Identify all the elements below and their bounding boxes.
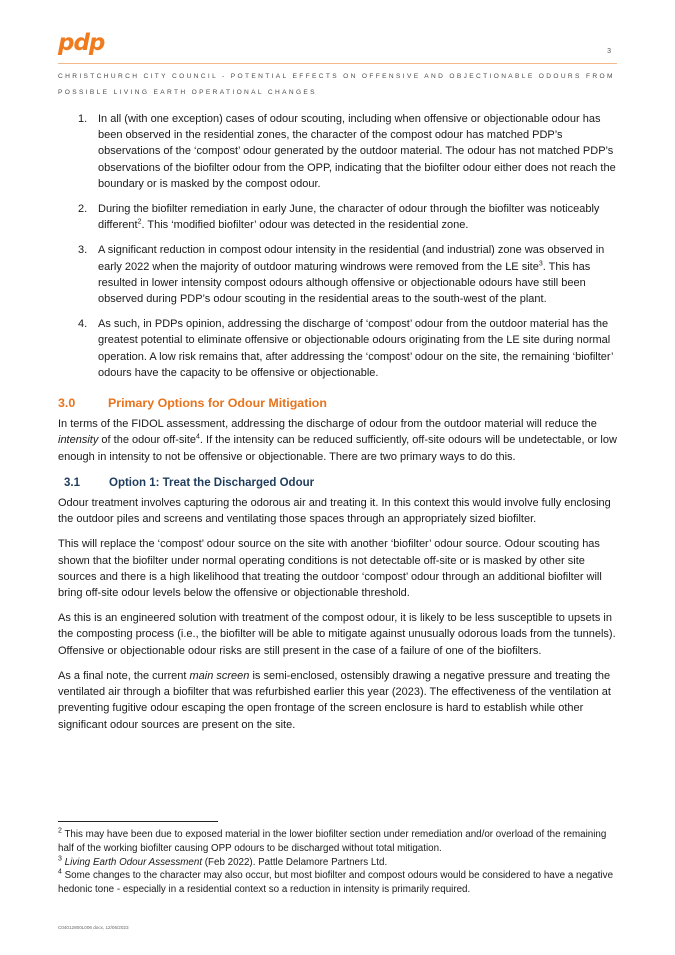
paragraph	[58, 668, 617, 733]
footnote	[58, 869, 618, 897]
running-header-title: CHRISTCHURCH CITY COUNCIL - POTENTIAL EFFECTS ON OFFENSIVE AND OBJECTIONABLE ODOURS FROM POSSIBLE LIVING EARTH OPERATIONAL CHANGES	[58, 73, 615, 96]
footnote-text: This may have been due to exposed material in the lower biofilter section under remediation and/or overload of the remaining half of the working biofilter causing OPP odours to be discharged without total mitigation.	[58, 829, 607, 854]
list-item-number: 2.	[78, 203, 88, 216]
footnote-ref: 3	[538, 259, 543, 267]
list-item	[58, 316, 617, 381]
paragraph-text: . If the intensity can be reduced sufficiently, off-site odours will be undetectable, or low enough in intensity to not be offensive or objectionable. There are two primary ways to do this.	[58, 434, 617, 463]
list-item-text-part: . This ‘modified biofilter’ odour was detected in the residential zone.	[141, 219, 469, 232]
list-item-text-part: During the biofilter remediation in early June, the character of odour through the biofilter was noticeably different	[98, 203, 600, 232]
list-item-text	[98, 201, 617, 233]
footnote-number: 3	[58, 855, 62, 863]
subsection-heading	[58, 475, 617, 491]
header-divider	[58, 63, 617, 64]
list-item-number: 4.	[78, 318, 88, 331]
footnote-number: 2	[58, 827, 62, 835]
emphasis-text: intensity	[58, 434, 99, 447]
footnote-text: Some changes to the character may also occur, but most biofilter and compost odours would be considered to have a negative hedonic tone - especially in a residential context so a reduction in intensity is primarily required.	[58, 870, 614, 896]
paragraph: Odour treatment involves capturing the odorous air and treating it. In this context this would involve fully enclosing the outdoor piles and screens and ventilating those spaces through an appropriately sized biofilter.	[58, 497, 611, 526]
list-item-text-part: . This has resulted in lower intensity compost odours although offensive or objectionable odours have still been observed during PDP’s odour scouting in the residential areas to the south-west of the plant.	[98, 260, 591, 306]
section-number: 3.0	[58, 396, 76, 411]
document-body	[58, 111, 617, 742]
section-heading	[58, 395, 617, 411]
subsection-title: Option 1: Treat the Discharged Odour	[109, 476, 315, 489]
footnote-text: (Feb 2022). Pattle Delamore Partners Ltd.	[202, 856, 388, 868]
list-item-number: 1.	[78, 113, 88, 125]
emphasis-text: main screen	[189, 669, 250, 682]
paragraph: This will replace the ‘compost’ odour source on the site with another ‘biofilter’ odour source. Odour scouting has shown that the biofilter under normal operating conditions is not detectable off-site or is masked by other site sources and there is a high likelihood that treating the outdoor ‘compost’ odour through an additional biofilter will bring off-site odour levels below the offensive or objectionable threshold.	[58, 538, 602, 600]
paragraph-text: of the odour off-site	[98, 434, 196, 447]
list-item-number: 3.	[78, 244, 88, 257]
footnote	[58, 828, 618, 856]
numbered-findings-list	[58, 111, 617, 381]
footnote-ref: 4	[196, 433, 200, 441]
section-intro-paragraph	[58, 416, 617, 465]
list-item	[58, 242, 617, 307]
list-item-text: As such, in PDPs opinion, addressing the discharge of ‘compost’ odour from the outdoor material has the greatest potential to eliminate offensive or objectionable odours originating from the LE site during normal operation. A low risk remains that, after addressing the ‘compost’ odour on the site, the remaining ‘biofilter’ odours have the capacity to be offensive or objectionable.	[98, 318, 614, 379]
list-item-text-part: A significant reduction in compost odour intensity in the residential (and industrial) zone was observed in early 2022 when the majority of outdoor maturing windrows were removed from the LE site	[98, 244, 605, 273]
list-item-text	[98, 242, 617, 307]
section-title: Primary Options for Odour Mitigation	[108, 396, 327, 411]
footnote-number: 4	[58, 869, 62, 877]
paragraph-text: As a final note, the current	[58, 669, 190, 682]
footnote-citation-title: Living Earth Odour Assessment	[64, 856, 203, 868]
subsection-number: 3.1	[64, 476, 80, 489]
footnote-ref: 2	[137, 218, 142, 226]
list-item-text: In all (with one exception) cases of odour scouting, including when offensive or objectionable odour has been observed in the residential zones, the character of the compost odour has matched PDP’s observations of the ‘compost’ odour generated by the outdoor material. The odour has not matched PDP’s observations of the biofilter odour from the OPP, indicating that the biofilter odour either does not reach the boundary or is masked by the compost odour.	[98, 113, 616, 190]
footnote-separator	[58, 821, 218, 822]
list-item	[58, 111, 617, 192]
document-reference: C04012800L006 docx, 12/06/2023	[58, 925, 129, 930]
list-item	[58, 201, 617, 233]
footnotes	[58, 828, 618, 897]
paragraph-text: is semi-enclosed, ostensibly drawing a negative pressure and treating the ventilated air through a biofilter that was refurbished earlier this year (2023). The effectiveness of the ventilation at preventing fugitive odour escaping the open frontage of the screen enclosure is hard to establish while other significant odour sources are present on the site.	[58, 669, 611, 731]
paragraph: As this is an engineered solution with treatment of the compost odour, it is likely to be less susceptible to upsets in the composting process (i.e., the biofilter will be able to mitigate against unusually odorous loads from the tunnels). Offensive or objectionable odour risks are still present in the case of a failure of one of the biofilters.	[58, 612, 616, 657]
pdp-logo: pdp	[58, 30, 105, 56]
paragraph-text: In terms of the FIDOL assessment, addressing the discharge of odour from the outdoor material will reduce the	[58, 418, 597, 431]
page-number: 3	[607, 48, 611, 55]
footnote	[58, 856, 618, 870]
